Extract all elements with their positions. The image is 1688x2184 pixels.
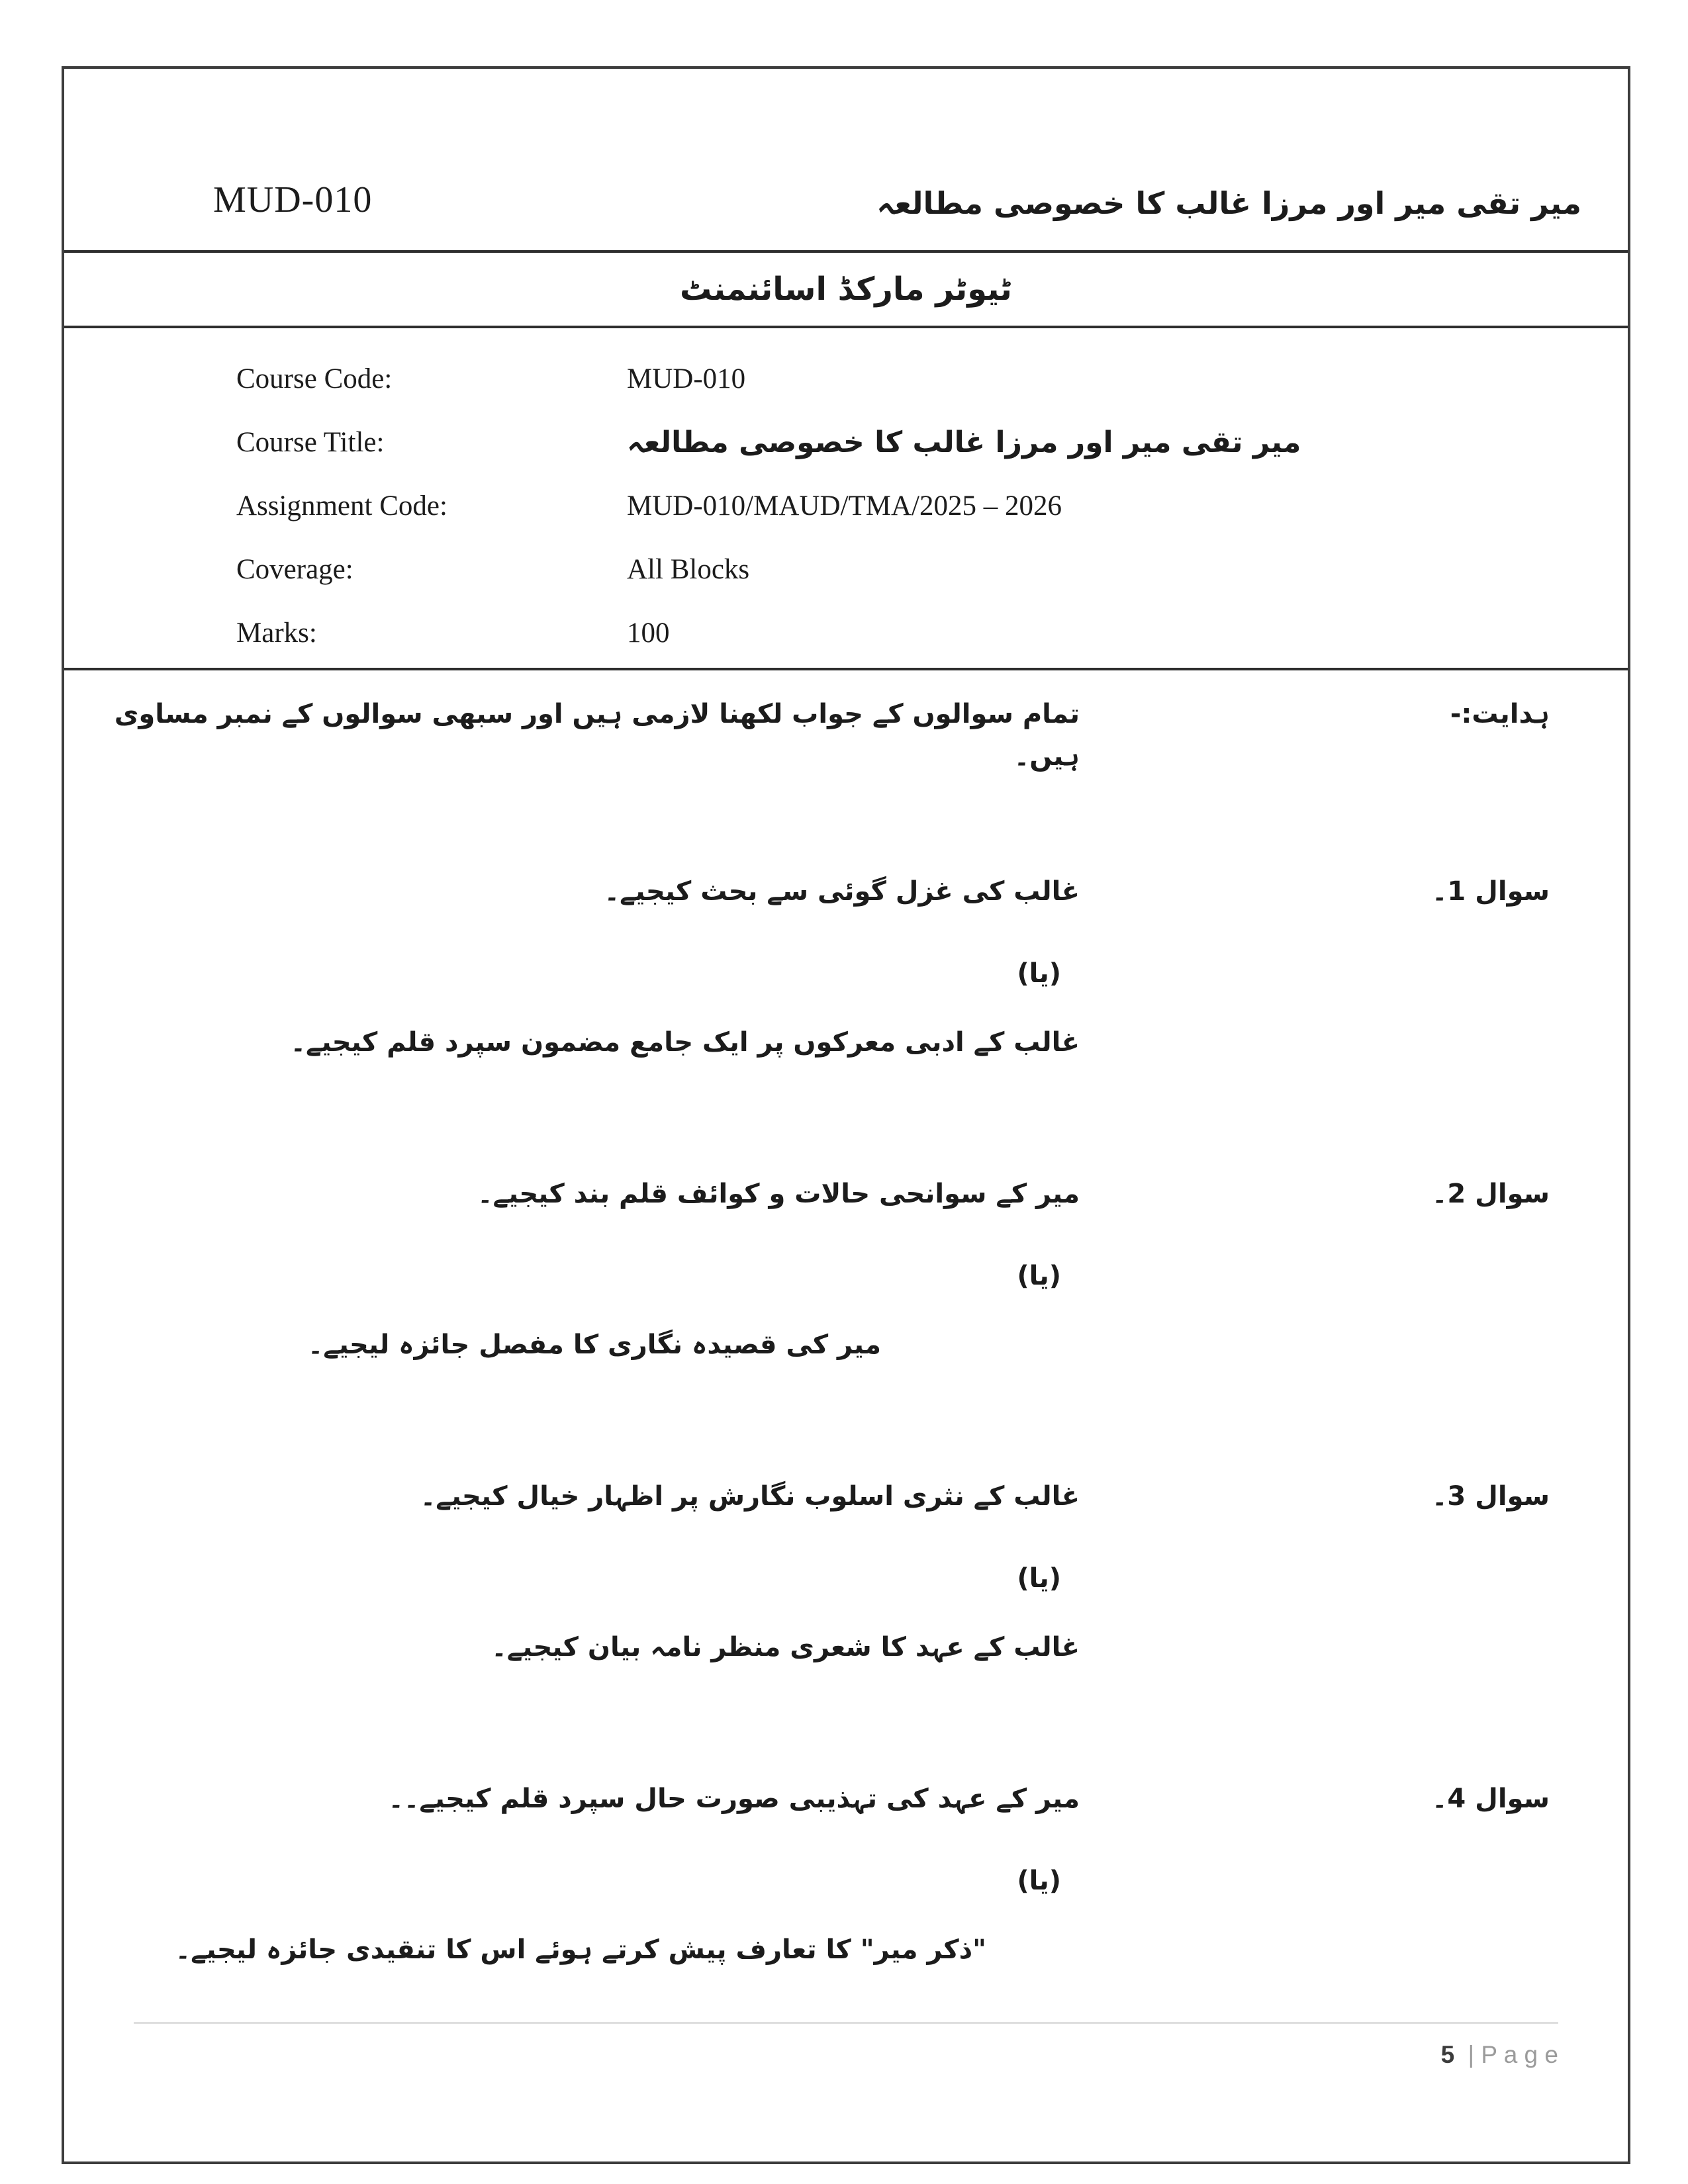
- question-block-1: [64, 870, 1628, 1064]
- detail-value: MUD-010: [627, 363, 746, 394]
- detail-row-marks: [236, 601, 1628, 664]
- question-number: سوال 1۔: [1431, 876, 1550, 907]
- question-number: سوال 3۔: [1431, 1481, 1550, 1512]
- detail-label: Marks:: [236, 617, 317, 649]
- detail-label: Course Title:: [236, 426, 385, 458]
- question-block-4: [64, 1778, 1628, 1971]
- question-main-text: میر کے سوانحی حالات و کوائف قلم بند کیجیے۔: [477, 1179, 1080, 1209]
- detail-value: 100: [627, 617, 670, 649]
- question-alt-text: میر کی قصیدہ نگاری کا مفصل جائزہ لیجیے۔: [307, 1330, 881, 1360]
- or-separator: (یا): [1017, 958, 1061, 989]
- assignment-type-heading: ٹیوٹر مارکڈ اسائنمنٹ: [680, 271, 1012, 308]
- detail-value: MUD-010/MAUD/TMA/2025 – 2026: [627, 490, 1062, 522]
- page-title-urdu: میر تقی میر اور مرزا غالب کا خصوصی مطالعہ: [876, 185, 1581, 221]
- or-separator: (یا): [1017, 1563, 1061, 1594]
- question-alt-text: غالب کے عہد کا شعری منظر نامہ بیان کیجیے۔: [491, 1632, 1080, 1662]
- instructions-block: [64, 693, 1628, 778]
- question-main-text: غالب کی غزل گوئی سے بحث کیجیے۔: [604, 876, 1080, 907]
- or-separator: (یا): [1017, 1261, 1061, 1291]
- question-main-text: میر کے عہد کی تہذیبی صورت حال سپرد قلم کیجیے۔۔: [388, 1784, 1080, 1814]
- detail-value-urdu: میر تقی میر اور مرزا غالب کا خصوصی مطالعہ: [627, 425, 1301, 459]
- instructions-label: ہدایت:-: [1450, 699, 1550, 729]
- detail-row-assignment-code: [236, 474, 1628, 537]
- document-header: [64, 69, 1628, 250]
- instructions-text: تمام سوالوں کے جواب لکھنا لازمی ہیں اور سبھی سوالوں کے نمبر مساوی ہیں۔: [114, 699, 1080, 772]
- question-number: سوال 4۔: [1431, 1784, 1550, 1814]
- detail-row-coverage: [236, 537, 1628, 601]
- page-border: [62, 66, 1630, 2164]
- detail-label: Course Code:: [236, 363, 393, 394]
- question-number: سوال 2۔: [1431, 1179, 1550, 1209]
- course-details-table: [64, 328, 1628, 670]
- page-number: 5: [1440, 2041, 1455, 2068]
- detail-row-course-code: [236, 347, 1628, 410]
- question-alt-text: غالب کے ادبی معرکوں پر ایک جامع مضمون سپرد قلم کیجیے۔: [290, 1027, 1080, 1058]
- assignment-type-band: [64, 250, 1628, 328]
- question-alt-text: "ذکر میر" کا تعارف پیش کرتے ہوئے اس کا تنقیدی جائزہ لیجیے۔: [175, 1934, 986, 1965]
- assignment-body: [64, 670, 1628, 1971]
- detail-label: Assignment Code:: [236, 490, 447, 522]
- question-main-text: غالب کے نثری اسلوب نگارش پر اظہار خیال کیجیے۔: [420, 1481, 1080, 1512]
- detail-label: Coverage:: [236, 553, 353, 585]
- question-block-3: [64, 1475, 1628, 1668]
- detail-row-course-title: [236, 410, 1628, 474]
- detail-value: All Blocks: [627, 553, 750, 585]
- page-footer: [134, 2022, 1558, 2069]
- page-label: | P a g e: [1468, 2041, 1558, 2068]
- header-course-code: MUD-010: [213, 179, 373, 220]
- question-block-2: [64, 1173, 1628, 1366]
- or-separator: (یا): [1017, 1866, 1061, 1896]
